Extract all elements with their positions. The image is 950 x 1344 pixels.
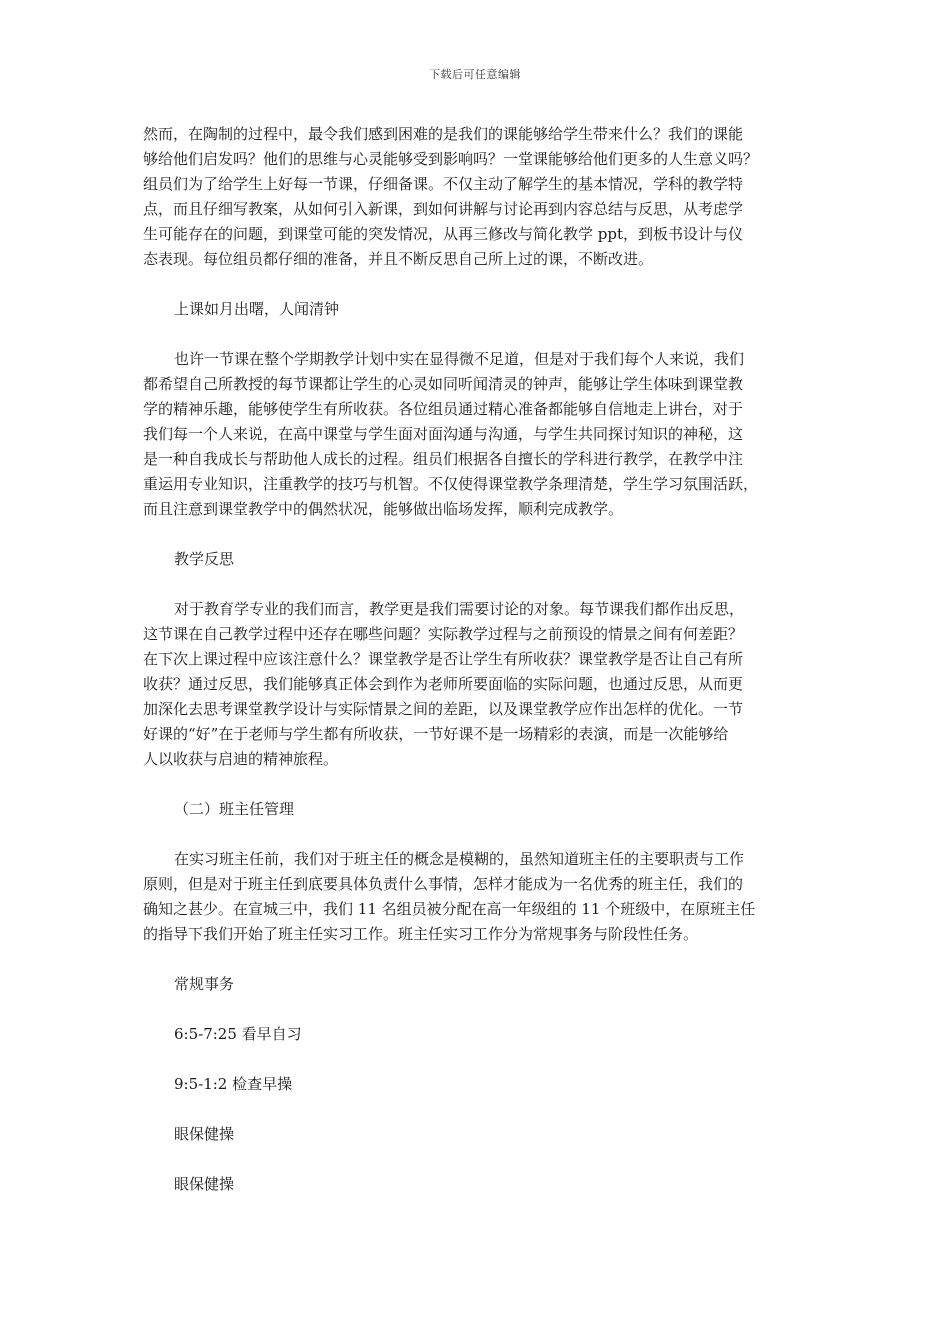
paragraph-1 [143, 122, 823, 272]
schedule-item: 9:5-1:2 检查早操 [174, 1075, 293, 1093]
paragraph-line: 够给他们启发吗？他们的思维与心灵能够受到影响吗？一堂课能够给他们更多的人生意义吗？ [143, 150, 759, 168]
paragraph-line: 原则，但是对于班主任到底要具体负责什么事情，怎样才能成为一名优秀的班主任，我们的 [143, 875, 744, 893]
paragraph-line: 组员们为了给学生上好每一节课，仔细备课。不仅主动了解学生的基本情况，学科的教学特 [143, 175, 744, 193]
paragraph-line: 这节课在自己教学过程中还存在哪些问题？实际教学过程与之前预设的情景之间有何差距？ [143, 625, 744, 643]
paragraph-line: 我们每一个人来说，在高中课堂与学生面对面沟通与沟通，与学生共同探讨知识的神秘，这 [143, 425, 744, 443]
paragraph-line: 收获？通过反思，我们能够真正体会到作为老师所要面临的实际问题，也通过反思，从而更 [143, 675, 744, 693]
section-heading: 常规事务 [174, 975, 235, 993]
paragraph-line: 是一种自我成长与帮助他人成长的过程。组员们根据各自擅长的学科进行教学，在教学中注 [143, 450, 744, 468]
section-heading: 上课如月出曙，人闻清钟 [174, 300, 340, 318]
paragraph-line: 生可能存在的问题，到课堂可能的突发情况，从再三修改与简化教学 ppt，到板书设计与仪 [143, 225, 744, 243]
document-body [143, 122, 823, 1197]
paragraph-line: 学的精神乐趣，能够使学生有所收获。各位组员通过精心准备都能够自信地走上讲台，对于 [143, 400, 744, 418]
schedule-item: 眼保健操 [174, 1125, 235, 1143]
page-header: 下载后可任意编辑 [429, 68, 521, 81]
paragraph-line: 的指导下我们开始了班主任实习工作。班主任实习工作分为常规事务与阶段性任务。 [143, 925, 699, 943]
paragraph-4 [143, 847, 823, 947]
paragraph-2 [143, 347, 823, 522]
paragraph-line: 都希望自己所教授的每节课都让学生的心灵如同听闻清灵的钟声，能够让学生体味到课堂教 [143, 375, 744, 393]
schedule-item: 6:5-7:25 看早自习 [174, 1025, 302, 1043]
section-heading: 教学反思 [174, 550, 235, 568]
paragraph-line: 在下次上课过程中应该注意什么？课堂教学是否让学生有所收获？课堂教学是否让自己有所 [143, 650, 744, 668]
paragraph-line: 态表现。每位组员都仔细的准备，并且不断反思自己所上过的课，不断改进。 [143, 250, 654, 268]
section-heading: （二）班主任管理 [174, 800, 295, 818]
paragraph-line: 加深化去思考课堂教学设计与实际情景之间的差距，以及课堂教学应作出怎样的优化。一节 [143, 700, 744, 718]
paragraph-line: 然而，在陶制的过程中，最令我们感到困难的是我们的课能够给学生带来什么？我们的课能 [143, 125, 744, 143]
paragraph-line: 对于教育学专业的我们而言，教学更是我们需要讨论的对象。每节课我们都作出反思， [174, 600, 745, 618]
paragraph-line: 人以收获与启迪的精神旅程。 [143, 750, 339, 768]
paragraph-line: 而且注意到课堂教学中的偶然状况，能够做出临场发挥，顺利完成教学。 [143, 500, 624, 518]
paragraph-line: 也许一节课在整个学期教学计划中实在显得微不足道，但是对于我们每个人来说，我们 [174, 350, 745, 368]
paragraph-line: 点，而且仔细写教案，从如何引入新课，到如何讲解与讨论再到内容总结与反思，从考虑学 [143, 200, 744, 218]
paragraph-line: 确知之甚少。在宣城三中，我们 11 名组员被分配在高一年级组的 11 个班级中，在原班主任 [143, 900, 756, 918]
paragraph-3 [143, 597, 823, 772]
schedule-item: 眼保健操 [174, 1175, 235, 1193]
paragraph-line: 重运用专业知识，注重教学的技巧与机智。不仅使得课堂教学条理清楚，学生学习氛围活跃， [143, 475, 759, 493]
paragraph-line: 在实习班主任前，我们对于班主任的概念是模糊的，虽然知道班主任的主要职责与工作 [174, 850, 745, 868]
paragraph-line: 好课的“好”在于老师与学生都有所收获，一节好课不是一场精彩的表演，而是一次能够给 [143, 725, 729, 743]
